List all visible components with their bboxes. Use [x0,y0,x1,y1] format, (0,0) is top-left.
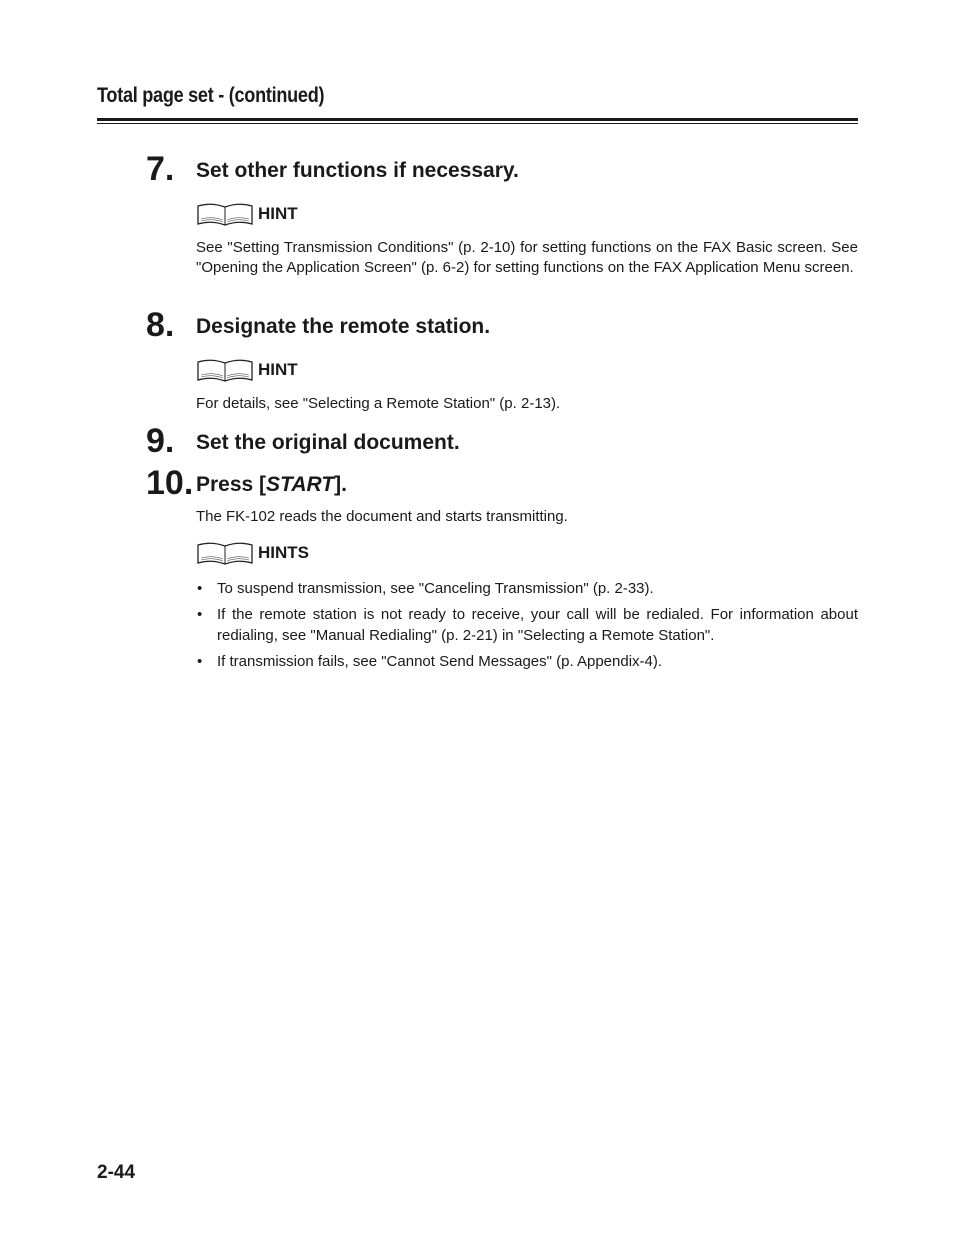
list-item: • To suspend transmission, see "Canceling Transmission" (p. 2-33). [197,580,654,597]
open-book-icon [196,357,254,383]
list-item: • If transmission fails, see "Cannot Send Messages" (p. Appendix-4). [197,653,663,670]
step-8-hint-text: For details, see "Selecting a Remote Station" (p. 2-13). [196,395,561,412]
step-8-title: Designate the remote station. [196,315,491,338]
step-9-title: Set the original document. [196,431,460,454]
step-7-hint [196,201,298,227]
bullet-icon: • [197,580,203,597]
step-8-number: 8. [146,306,175,344]
step-10-number: 10. [146,464,194,502]
page-number: 2-44 [97,1162,136,1183]
step-8-hint [196,357,298,383]
step-7-title: Set other functions if necessary. [196,159,519,182]
step-10-body: The FK-102 reads the document and starts transmitting. [196,508,568,525]
header-rule-thin [97,123,858,124]
step-10-title-suffix: ]. [334,473,347,496]
list-item: • If the remote station is not ready to receive, your call will be redialed. For information about redialing, see "Manual Redialing" (p. 2-21) in "Selecting a Remote Station". [197,606,858,644]
open-book-icon [196,201,254,227]
start-key-label: START [266,473,335,496]
hint-label: HINT [258,360,298,379]
step-10-title [196,474,347,495]
step-7-number: 7. [146,150,175,188]
step-9-number: 9. [146,422,175,460]
header-rule-thick [97,118,858,121]
step-7-hint-text: See "Setting Transmission Conditions" (p. 2-10) for setting functions on the FAX Basic screen. See "Opening the Application Screen" (p. 6-2) for setting functions on the FAX Application Menu screen. [196,239,858,276]
hint-label: HINT [258,204,298,223]
open-book-icon [196,540,254,566]
section-title: Total page set - (continued) [97,84,325,107]
step-10-title-prefix: Press [ [196,473,267,496]
bullet-icon: • [197,606,203,623]
bullet-icon: • [197,653,203,670]
hints-list [196,578,858,677]
step-10-hints [196,540,309,566]
hint-label: HINTS [258,543,309,562]
